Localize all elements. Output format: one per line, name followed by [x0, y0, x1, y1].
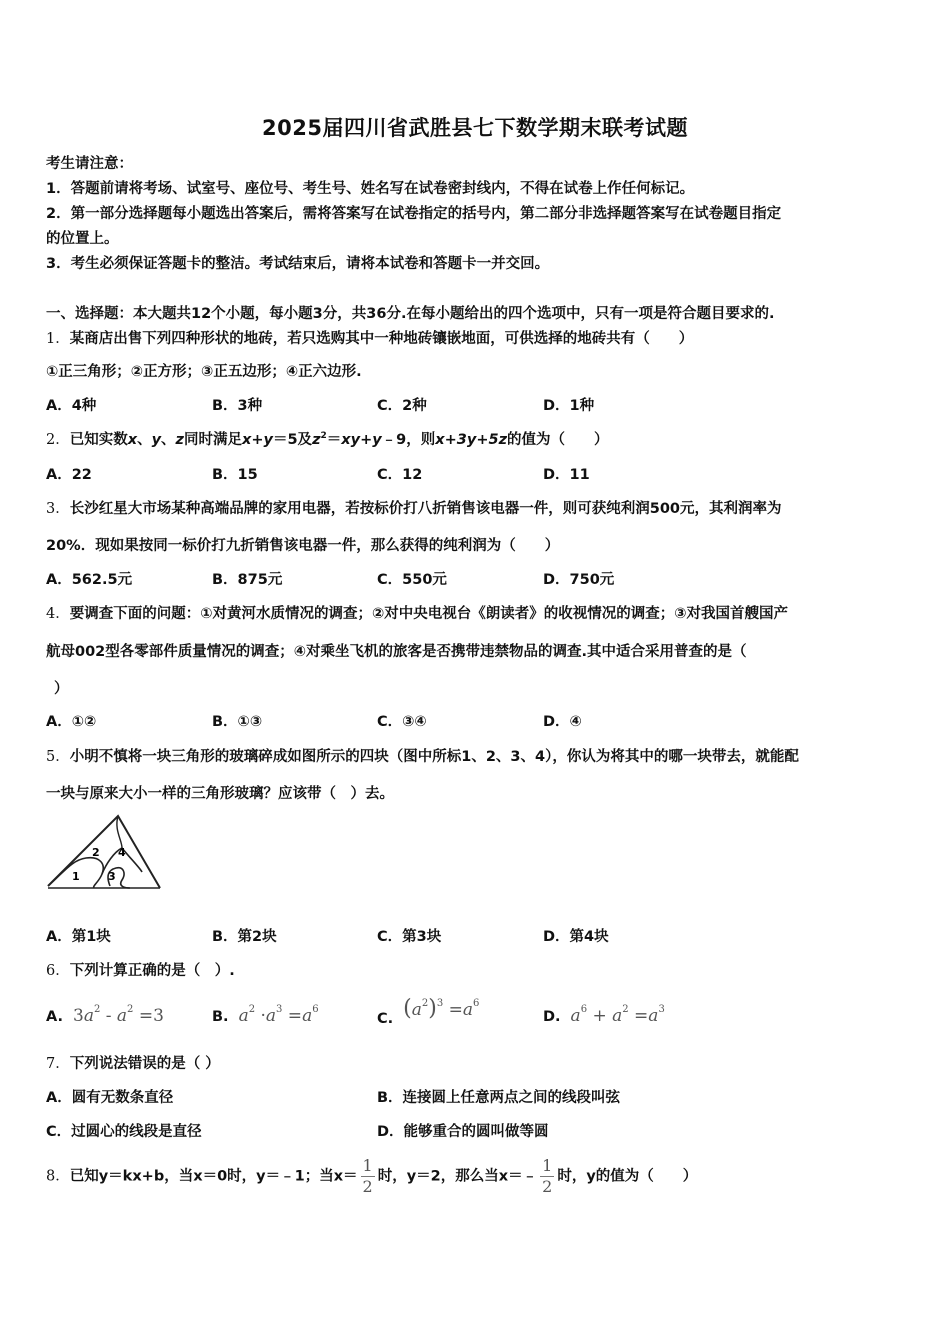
q2-option-b[interactable]: B．15 — [212, 467, 258, 483]
q2-text-pre: 已知实数 — [69, 432, 128, 448]
option-label: D. — [543, 1009, 561, 1025]
q6-option-c[interactable] — [377, 996, 480, 1029]
question-4 — [46, 602, 788, 623]
page-title: 2025届四川省武胜县七下数学期末联考试题 — [262, 116, 688, 140]
q8-part-3: 时，y的值为（ ） — [557, 1168, 698, 1185]
notice-item-3: 3．考生必须保证答题卡的整洁。考试结束后，请将本试卷和答题卡一并交回。 — [46, 256, 550, 272]
question-number: 4． — [46, 606, 70, 622]
question-text: 小明不慎将一块三角形的玻璃碎成如图所示的四块（图中所标1、2、3、4），你认为将其中的哪一块带去，就能配 — [69, 749, 799, 765]
q2-eq2a: z — [312, 432, 321, 448]
broken-triangle-figure — [44, 812, 164, 894]
q6-option-a[interactable] — [46, 1004, 164, 1026]
q1-option-a[interactable]: A．4种 — [46, 398, 97, 414]
piece-label-4: 4 — [118, 846, 126, 859]
question-5 — [46, 745, 799, 766]
math-expression: $a^2 \cdot a^3 =a^6$ — [238, 1004, 319, 1026]
piece-label-1: 1 — [72, 870, 80, 883]
var-z: z — [175, 432, 184, 448]
section-heading: 一、选择题：本大题共12个小题，每小题3分，共36分.在每小题给出的四个选项中，只有一项是符合题目要求的. — [46, 306, 775, 322]
option-label: B. — [212, 1009, 229, 1025]
notice-item-2: 2．第一部分选择题每小题选出答案后，需将答案写在试卷指定的括号内，第二部分非选择题答案写在试卷题目指定 — [46, 206, 782, 222]
q5-option-c[interactable]: C．第3块 — [377, 929, 442, 945]
math-expression: $3a^2 - a^2 =3$ — [73, 1004, 164, 1026]
question-2 — [46, 428, 609, 449]
q5-option-d[interactable]: D．第4块 — [543, 929, 609, 945]
q7-option-a[interactable]: A．圆有无数条直径 — [46, 1090, 174, 1106]
q2-option-c[interactable]: C．12 — [377, 467, 423, 483]
q2-option-a[interactable]: A．22 — [46, 467, 92, 483]
question-7 — [46, 1052, 220, 1073]
q2-expr: x+3y+5z — [435, 432, 508, 448]
q4-option-b[interactable]: B．①③ — [212, 714, 263, 730]
question-1 — [46, 327, 693, 348]
q2-sep2: 、 — [161, 432, 176, 448]
q2-text-post: 的值为（ ） — [507, 432, 609, 448]
question-8 — [46, 1156, 697, 1197]
q2-eq1b: ＝5及 — [272, 432, 313, 448]
question-number: 7． — [46, 1056, 70, 1072]
q1-option-b[interactable]: B．3种 — [212, 398, 263, 414]
question-5-cont: 一块与原来大小一样的三角形玻璃？应该带（ ）去。 — [46, 786, 394, 802]
q4-option-d[interactable]: D．④ — [543, 714, 582, 730]
q2-eq1: x+y — [242, 432, 273, 448]
q8-part-1: 已知y＝kx+b，当x＝0时，y＝﹣1；当x＝ — [69, 1168, 358, 1185]
q6-option-d[interactable] — [543, 1004, 665, 1026]
q8-part-2: 时，y＝2，那么当x＝﹣ — [377, 1168, 538, 1185]
fraction-one-half: $\frac{1}{2}$ — [542, 1156, 553, 1196]
var-x: x — [127, 432, 138, 448]
question-4-cont: 航母002型各零部件质量情况的调查；④对乘坐飞机的旅客是否携带违禁物品的调查.其中适合采用普查的是（ — [46, 644, 747, 660]
piece-label-2: 2 — [92, 846, 100, 859]
notice-item-2-cont: 的位置上。 — [46, 231, 119, 247]
fraction-one-half: $\frac{1}{2}$ — [362, 1156, 373, 1196]
question-4-cont2: ） — [54, 681, 69, 697]
question-text: 下列计算正确的是（ ）. — [69, 963, 235, 979]
q7-option-d[interactable]: D．能够重合的圆叫做等圆 — [377, 1124, 549, 1140]
q1-option-d[interactable]: D．1种 — [543, 398, 595, 414]
q3-option-b[interactable]: B．875元 — [212, 572, 283, 588]
question-number: 2． — [46, 432, 70, 448]
question-3-cont: 20%．现如果按同一标价打九折销售该电器一件，那么获得的纯利润为（ ） — [46, 538, 560, 554]
q3-option-d[interactable]: D．750元 — [543, 572, 615, 588]
question-3 — [46, 497, 782, 518]
q2-eq2c: xy+y — [341, 432, 382, 448]
q2-eq2b: ＝ — [326, 432, 342, 448]
question-text: 要调查下面的问题：①对黄河水质情况的调查；②对中央电视台《朗读者》的收视情况的调查；③对我国首艘国产 — [69, 606, 789, 622]
question-1-shapes: ①正三角形；②正方形；③正五边形；④正六边形. — [46, 364, 362, 380]
q6-option-b[interactable] — [212, 1004, 319, 1026]
option-label: C. — [377, 1011, 394, 1027]
notice-heading: 考生请注意： — [46, 156, 133, 172]
question-number: 8． — [46, 1168, 70, 1185]
question-text: 长沙红星大市场某种高端品牌的家用电器，若按标价打八折销售该电器一件，则可获纯利润500元，其利润率为 — [69, 501, 782, 517]
q4-option-a[interactable]: A．①② — [46, 714, 97, 730]
q4-option-c[interactable]: C．③④ — [377, 714, 427, 730]
math-expression: $a^6 + a^2 =a^3$ — [570, 1004, 665, 1026]
q2-text-mid: 同时满足 — [184, 432, 242, 448]
q3-option-c[interactable]: C．550元 — [377, 572, 447, 588]
option-label: A. — [46, 1009, 63, 1025]
q7-option-b[interactable]: B．连接圆上任意两点之间的线段叫弦 — [377, 1090, 621, 1106]
question-text: 下列说法错误的是（ ） — [69, 1056, 220, 1072]
question-text: 某商店出售下列四种形状的地砖，若只选购其中一种地砖镶嵌地面，可供选择的地砖共有（ ） — [69, 331, 694, 347]
q5-option-a[interactable]: A．第1块 — [46, 929, 111, 945]
q2-option-d[interactable]: D．11 — [543, 467, 590, 483]
question-number: 6． — [46, 963, 70, 979]
question-number: 3． — [46, 501, 70, 517]
question-6 — [46, 959, 235, 980]
triangle-outline — [48, 816, 160, 888]
notice-item-1: 1．答题前请将考场、试室号、座位号、考生号、姓名写在试卷密封线内，不得在试卷上作任何标记。 — [46, 181, 695, 197]
q2-eq2d: ﹣9，则 — [381, 432, 436, 448]
question-number: 1． — [46, 331, 70, 347]
q2-eq2-sup: 2 — [320, 431, 327, 442]
q3-option-a[interactable]: A．562.5元 — [46, 572, 133, 588]
var-y: y — [151, 432, 162, 448]
math-expression: $(a^2)^3 =a^6$ — [403, 996, 480, 1021]
q7-option-c[interactable]: C．过圆心的线段是直径 — [46, 1124, 202, 1140]
q1-option-c[interactable]: C．2种 — [377, 398, 427, 414]
question-number: 5． — [46, 749, 70, 765]
q2-sep1: 、 — [137, 432, 152, 448]
q5-option-b[interactable]: B．第2块 — [212, 929, 277, 945]
piece-label-3: 3 — [108, 870, 116, 883]
